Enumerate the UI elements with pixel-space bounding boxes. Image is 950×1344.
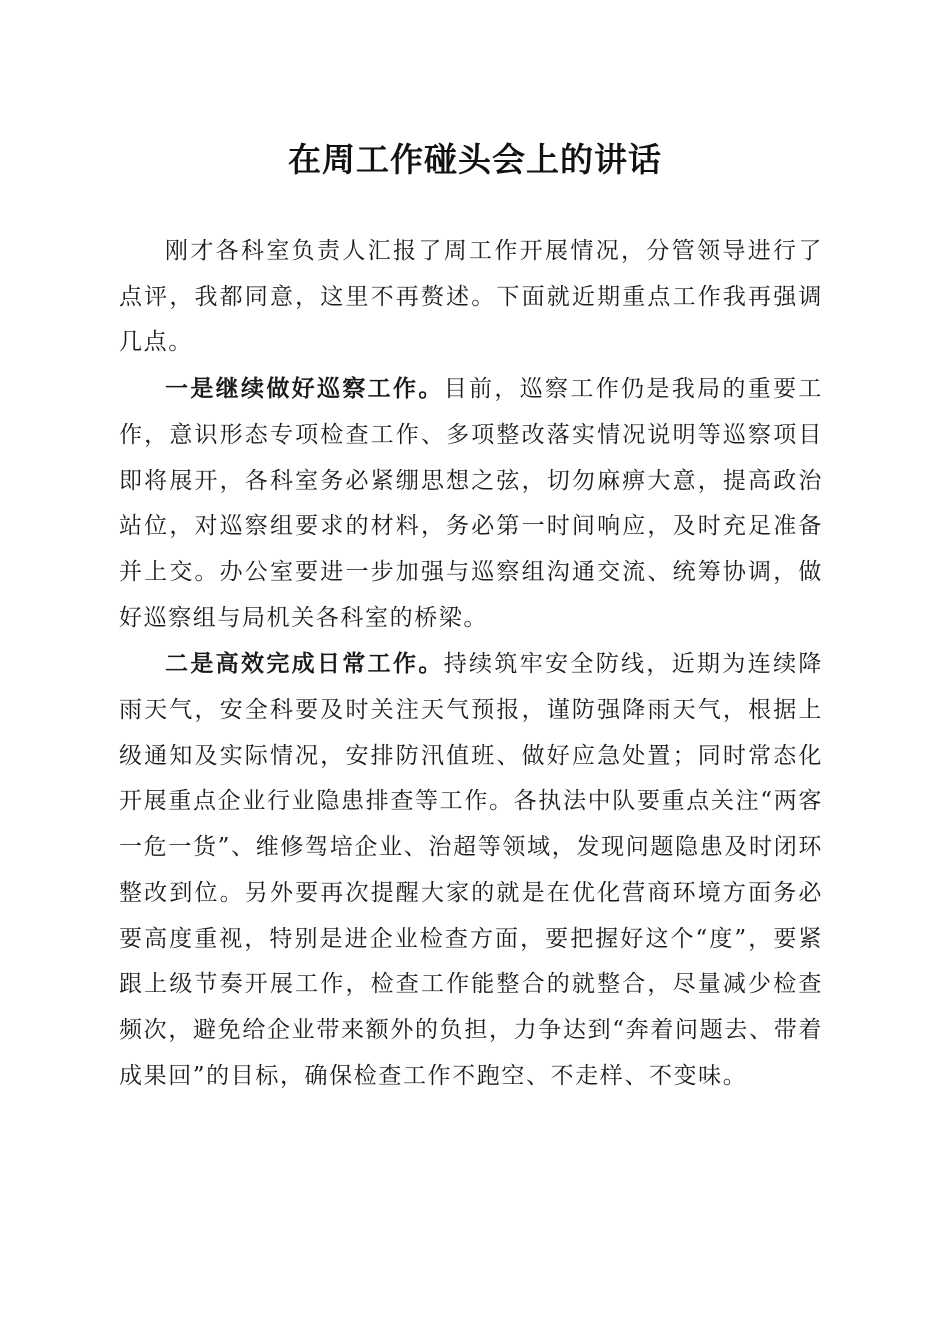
paragraph-text: 持续筑牢安全防线，近期为连续降雨天气，安全科要及时关注天气预报，谨防强降雨天气，根据上级通知及实际情况，安排防汛值班、做好应急处置；同时常态化开展重点企业行业隐患排查等工作。各执法中队要重点关注“两客一危一货”、维修驾培企业、治超等领域，发现问题隐患及时闭环整改到位。另外要再次提醒大家的就是在优化营商环境方面务必要高度重视，特别是进企业检查方面，要把握好这个“度”，要紧跟上级节奏开展工作，检查工作能整合的就整合，尽量减少检查频次，避免给企业带来额外的负担，力争达到“奔着问题去、带着成果回”的目标，确保检查工作不跑空、不走样、不变味。 xyxy=(119,651,824,1089)
paragraph-intro xyxy=(119,228,823,366)
paragraph-text: 目前，巡察工作仍是我局的重要工作，意识形态专项检查工作、多项整改落实情况说明等巡察项目即将展开，各科室务必紧绷思想之弦，切勿麻痹大意，提高政治站位，对巡察组要求的材料，务必第一时间响应，及时充足准备并上交。办公室要进一步加强与巡察组沟通交流、统筹协调，做好巡察组与局机关各科室的桥梁。 xyxy=(119,376,824,631)
paragraph-lead: 二是高效完成日常工作。 xyxy=(165,650,444,678)
document-title: 在周工作碰头会上的讲话 xyxy=(288,140,662,179)
paragraph-lead: 一是继续做好巡察工作。 xyxy=(165,375,444,403)
document-body xyxy=(119,228,823,1099)
paragraph-text: 刚才各科室负责人汇报了周工作开展情况，分管领导进行了点评，我都同意，这里不再赘述。下面就近期重点工作我再强调几点。 xyxy=(119,238,823,356)
paragraph-point-two xyxy=(119,641,823,1099)
paragraph-point-one xyxy=(119,366,823,641)
